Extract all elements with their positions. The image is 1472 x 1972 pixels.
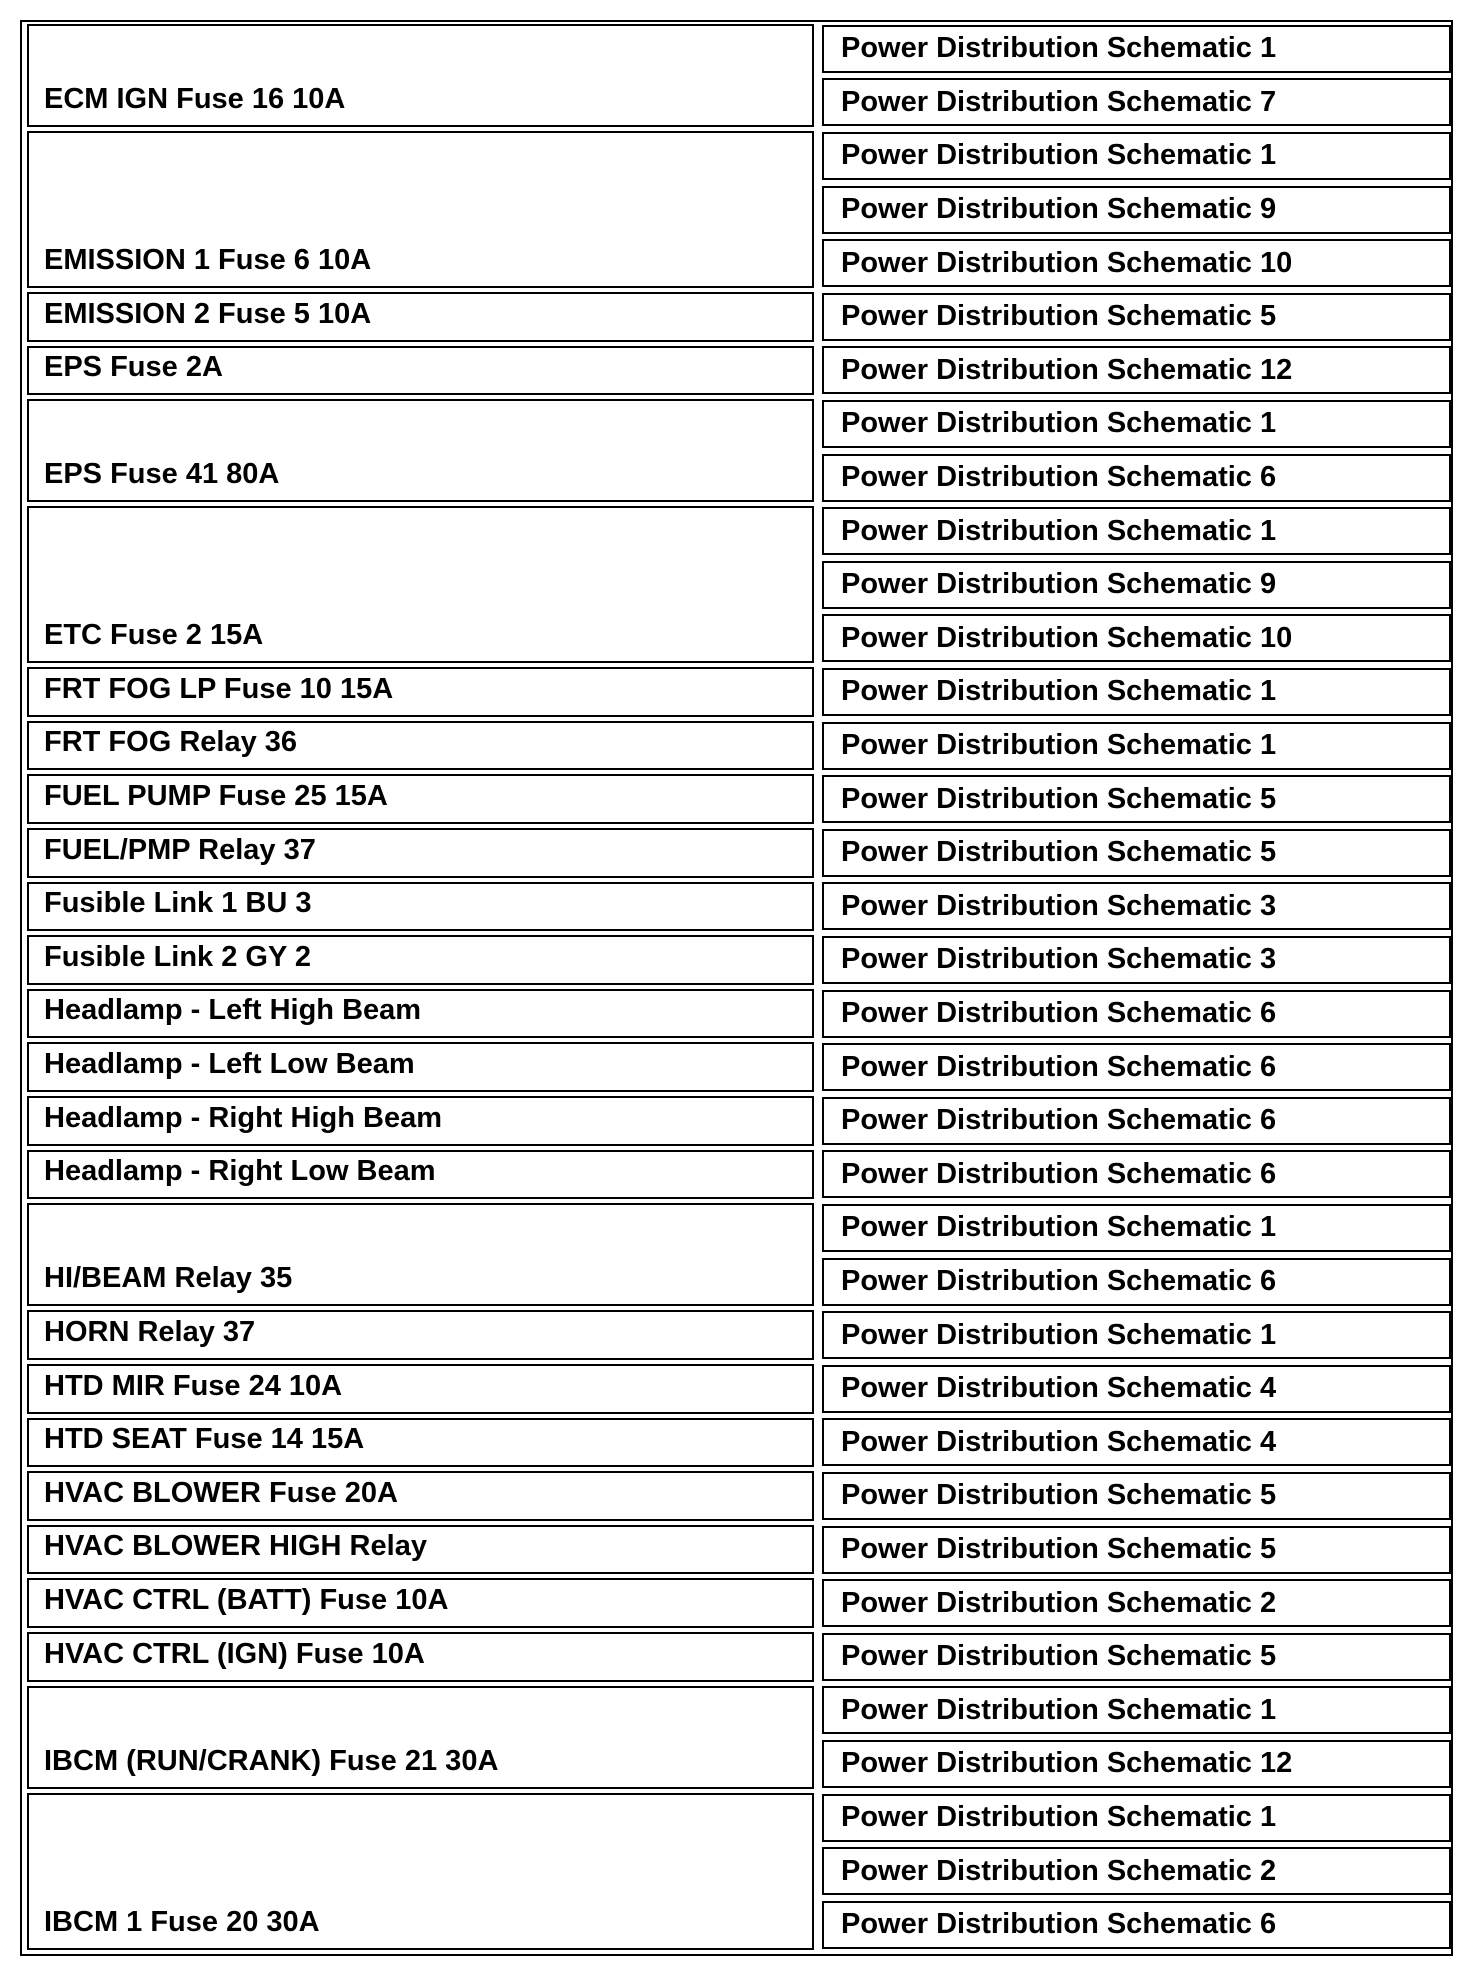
component-name-cell: FUEL/PMP Relay 37 — [27, 828, 814, 878]
component-name-cell: HORN Relay 37 — [27, 1310, 814, 1360]
component-name-cell: EPS Fuse 41 80A — [27, 399, 814, 502]
schematic-reference-cell: Power Distribution Schematic 9 — [822, 186, 1451, 234]
component-name-cell: ECM IGN Fuse 16 10A — [27, 24, 814, 127]
schematic-reference-cell: Power Distribution Schematic 1 — [822, 507, 1451, 555]
component-name-cell: Headlamp - Right High Beam — [27, 1096, 814, 1146]
component-name-cell: Fusible Link 1 BU 3 — [27, 882, 814, 932]
schematic-reference-cell: Power Distribution Schematic 6 — [822, 1258, 1451, 1306]
component-name-cell: HVAC CTRL (BATT) Fuse 10A — [27, 1578, 814, 1628]
schematic-reference-cell: Power Distribution Schematic 5 — [822, 293, 1451, 341]
table-row — [22, 1362, 1451, 1416]
schematic-reference-cell: Power Distribution Schematic 1 — [822, 1794, 1451, 1842]
component-name-cell: EMISSION 2 Fuse 5 10A — [27, 292, 814, 342]
table-row — [22, 1201, 1451, 1308]
schematic-reference-cell: Power Distribution Schematic 10 — [822, 239, 1451, 287]
schematic-reference-cell: Power Distribution Schematic 2 — [822, 1579, 1451, 1627]
schematic-reference-cell: Power Distribution Schematic 5 — [822, 829, 1451, 877]
schematic-reference-cell: Power Distribution Schematic 10 — [822, 614, 1451, 662]
table-row — [22, 933, 1451, 987]
component-name-cell: HTD SEAT Fuse 14 15A — [27, 1418, 814, 1468]
component-name-cell: HI/BEAM Relay 35 — [27, 1203, 814, 1306]
schematic-reference-cell: Power Distribution Schematic 12 — [822, 1740, 1451, 1788]
schematic-reference-cell: Power Distribution Schematic 6 — [822, 1150, 1451, 1198]
schematic-reference-cell: Power Distribution Schematic 4 — [822, 1418, 1451, 1466]
component-name-cell: HVAC CTRL (IGN) Fuse 10A — [27, 1632, 814, 1682]
component-name-cell: HTD MIR Fuse 24 10A — [27, 1364, 814, 1414]
table-row — [22, 880, 1451, 934]
table-row — [22, 1094, 1451, 1148]
component-name-cell: HVAC BLOWER HIGH Relay — [27, 1525, 814, 1575]
table-row — [22, 1040, 1451, 1094]
table-row — [22, 1148, 1451, 1202]
schematic-reference-cell: Power Distribution Schematic 1 — [822, 722, 1451, 770]
schematic-reference-cell: Power Distribution Schematic 7 — [822, 78, 1451, 126]
schematic-reference-cell: Power Distribution Schematic 1 — [822, 1204, 1451, 1252]
component-name-cell: ETC Fuse 2 15A — [27, 506, 814, 663]
table-row — [22, 665, 1451, 719]
table-row — [22, 397, 1451, 504]
schematic-reference-cell: Power Distribution Schematic 6 — [822, 1901, 1451, 1949]
schematic-reference-cell: Power Distribution Schematic 5 — [822, 775, 1451, 823]
table-row — [22, 1523, 1451, 1577]
schematic-reference-cell: Power Distribution Schematic 1 — [822, 1686, 1451, 1734]
table-row — [22, 1684, 1451, 1791]
table-row — [22, 826, 1451, 880]
schematic-reference-cell: Power Distribution Schematic 3 — [822, 936, 1451, 984]
component-name-cell: FRT FOG LP Fuse 10 15A — [27, 667, 814, 717]
schematic-reference-cell: Power Distribution Schematic 1 — [822, 132, 1451, 180]
component-name-cell: Headlamp - Left Low Beam — [27, 1042, 814, 1092]
schematic-reference-cell: Power Distribution Schematic 1 — [822, 400, 1451, 448]
schematic-reference-cell: Power Distribution Schematic 6 — [822, 990, 1451, 1038]
component-name-cell: EMISSION 1 Fuse 6 10A — [27, 131, 814, 288]
schematic-reference-cell: Power Distribution Schematic 5 — [822, 1472, 1451, 1520]
component-name-cell: IBCM (RUN/CRANK) Fuse 21 30A — [27, 1686, 814, 1789]
schematic-reference-cell: Power Distribution Schematic 6 — [822, 1097, 1451, 1145]
schematic-reference-cell: Power Distribution Schematic 2 — [822, 1847, 1451, 1895]
component-name-cell: Headlamp - Right Low Beam — [27, 1150, 814, 1200]
schematic-reference-cell: Power Distribution Schematic 5 — [822, 1526, 1451, 1574]
component-name-cell: HVAC BLOWER Fuse 20A — [27, 1471, 814, 1521]
fuse-reference-table — [20, 20, 1453, 1956]
schematic-reference-cell: Power Distribution Schematic 6 — [822, 1043, 1451, 1091]
component-name-cell: FUEL PUMP Fuse 25 15A — [27, 774, 814, 824]
schematic-reference-cell: Power Distribution Schematic 6 — [822, 454, 1451, 502]
schematic-reference-cell: Power Distribution Schematic 9 — [822, 561, 1451, 609]
table-row — [22, 1791, 1451, 1952]
table-row — [22, 1308, 1451, 1362]
component-name-cell: Fusible Link 2 GY 2 — [27, 935, 814, 985]
component-name-cell: IBCM 1 Fuse 20 30A — [27, 1793, 814, 1950]
schematic-reference-cell: Power Distribution Schematic 4 — [822, 1365, 1451, 1413]
schematic-reference-cell: Power Distribution Schematic 12 — [822, 346, 1451, 394]
component-name-cell: FRT FOG Relay 36 — [27, 721, 814, 771]
table-row — [22, 290, 1451, 344]
schematic-reference-cell: Power Distribution Schematic 1 — [822, 25, 1451, 73]
schematic-reference-cell: Power Distribution Schematic 3 — [822, 882, 1451, 930]
table-row — [22, 772, 1451, 826]
table-row — [22, 1630, 1451, 1684]
schematic-reference-cell: Power Distribution Schematic 1 — [822, 1311, 1451, 1359]
component-name-cell: EPS Fuse 2A — [27, 346, 814, 396]
table-row — [22, 129, 1451, 290]
component-name-cell: Headlamp - Left High Beam — [27, 989, 814, 1039]
table-row — [22, 22, 1451, 129]
table-row — [22, 344, 1451, 398]
table-row — [22, 987, 1451, 1041]
schematic-reference-cell: Power Distribution Schematic 1 — [822, 668, 1451, 716]
table-row — [22, 1576, 1451, 1630]
table-row — [22, 1416, 1451, 1470]
table-row — [22, 719, 1451, 773]
table-row — [22, 1469, 1451, 1523]
table-row — [22, 504, 1451, 665]
schematic-reference-cell: Power Distribution Schematic 5 — [822, 1633, 1451, 1681]
